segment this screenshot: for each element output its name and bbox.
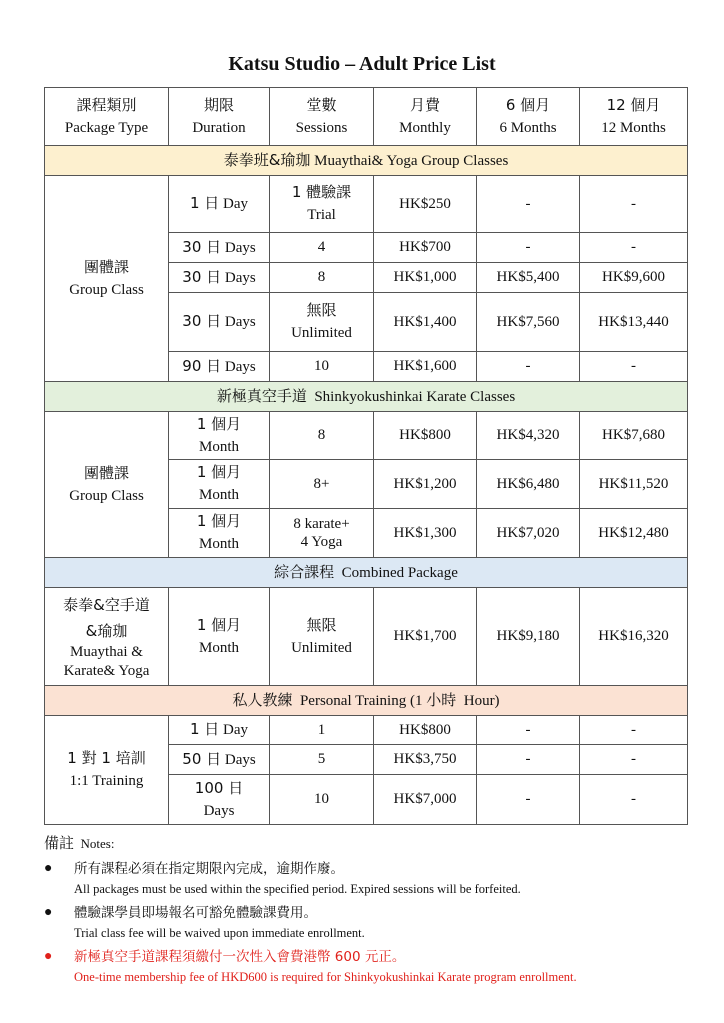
twelve-month-price: HK$7,680 (580, 412, 688, 460)
duration-cell: 50 日 Days (169, 745, 270, 775)
monthly-price: HK$1,200 (374, 460, 477, 509)
section-heading-karate (45, 382, 688, 412)
duration-cell: 100 日 Days (169, 775, 270, 825)
category-cell: 1 對 1 培訓 1:1 Training (45, 716, 169, 825)
notes-heading: 備註 Notes: (44, 834, 115, 852)
sessions-cell: 10 (270, 775, 374, 825)
section-title: 新極真空手道 Shinkyokushinkai Karate Classes (45, 382, 688, 412)
monthly-price: HK$3,750 (374, 745, 477, 775)
header-6-months: 6 個月 6 Months (477, 88, 580, 146)
section-heading-muaythai-yoga (45, 146, 688, 176)
section-title: 綜合課程 Combined Package (45, 558, 688, 588)
monthly-price: HK$1,000 (374, 263, 477, 293)
table-row (45, 412, 688, 460)
six-month-price: - (477, 233, 580, 263)
six-month-price: - (477, 775, 580, 825)
table-header-row (45, 88, 688, 146)
header-sessions: 堂數 Sessions (270, 88, 374, 146)
sessions-cell: 5 (270, 745, 374, 775)
duration-cell: 1 個月 Month (169, 588, 270, 686)
sessions-cell: 1 體驗課 Trial (270, 176, 374, 233)
note-zh: 新極真空手道課程須繳付一次性入會費港幣 600 元正。 (74, 949, 406, 965)
price-table (44, 87, 688, 825)
six-month-price: HK$6,480 (477, 460, 580, 509)
note-item-highlight (44, 947, 704, 987)
category-cell: 團體課 Group Class (45, 176, 169, 382)
monthly-price: HK$1,300 (374, 509, 477, 558)
note-zh: 所有課程必須在指定期限內完成，逾期作廢。 (74, 861, 344, 877)
twelve-month-price: - (580, 745, 688, 775)
twelve-month-price: - (580, 716, 688, 745)
monthly-price: HK$800 (374, 716, 477, 745)
bullet-icon: ● (44, 861, 53, 876)
section-heading-personal-training (45, 686, 688, 716)
six-month-price: HK$9,180 (477, 588, 580, 686)
table-row (45, 588, 688, 686)
note-item (44, 859, 704, 899)
table-row (45, 716, 688, 745)
note-en: All packages must be used within the specified period. Expired sessions will be forfeited. (74, 882, 521, 896)
sessions-cell: 10 (270, 352, 374, 382)
duration-cell: 30 日 Days (169, 293, 270, 352)
sessions-cell: 1 (270, 716, 374, 745)
sessions-cell: 8 (270, 263, 374, 293)
monthly-price: HK$1,700 (374, 588, 477, 686)
bullet-icon: ● (44, 905, 53, 920)
duration-cell: 90 日 Days (169, 352, 270, 382)
six-month-price: HK$4,320 (477, 412, 580, 460)
sessions-cell: 8 (270, 412, 374, 460)
sessions-cell: 8 karate+ 4 Yoga (270, 509, 374, 558)
section-title: 泰拳班&瑜珈 Muaythai& Yoga Group Classes (45, 146, 688, 176)
table-row (45, 176, 688, 233)
sessions-cell: 4 (270, 233, 374, 263)
duration-cell: 1 個月 Month (169, 460, 270, 509)
sessions-cell: 無限 Unlimited (270, 293, 374, 352)
duration-cell: 30 日 Days (169, 233, 270, 263)
monthly-price: HK$7,000 (374, 775, 477, 825)
monthly-price: HK$1,600 (374, 352, 477, 382)
six-month-price: - (477, 716, 580, 745)
six-month-price: HK$7,560 (477, 293, 580, 352)
twelve-month-price: - (580, 176, 688, 233)
duration-cell: 30 日 Days (169, 263, 270, 293)
six-month-price: - (477, 176, 580, 233)
twelve-month-price: HK$13,440 (580, 293, 688, 352)
duration-cell: 1 日 Day (169, 716, 270, 745)
note-en: One-time membership fee of HKD600 is required for Shinkyokushinkai Karate program enrollment. (74, 970, 577, 984)
monthly-price: HK$250 (374, 176, 477, 233)
note-item (44, 903, 704, 943)
six-month-price: HK$5,400 (477, 263, 580, 293)
duration-cell: 1 日 Day (169, 176, 270, 233)
twelve-month-price: - (580, 352, 688, 382)
sessions-cell: 8+ (270, 460, 374, 509)
header-12-months: 12 個月 12 Months (580, 88, 688, 146)
twelve-month-price: HK$12,480 (580, 509, 688, 558)
twelve-month-price: - (580, 233, 688, 263)
notes-section (44, 832, 704, 991)
category-cell: 團體課 Group Class (45, 412, 169, 558)
header-monthly: 月費 Monthly (374, 88, 477, 146)
six-month-price: - (477, 745, 580, 775)
note-zh: 體驗課學員即場報名可豁免體驗課費用。 (74, 905, 317, 921)
section-title: 私人教練 Personal Training (1 小時 Hour) (45, 686, 688, 716)
header-package-type: 課程類別 Package Type (45, 88, 169, 146)
duration-cell: 1 個月 Month (169, 509, 270, 558)
twelve-month-price: HK$16,320 (580, 588, 688, 686)
duration-cell: 1 個月 Month (169, 412, 270, 460)
page-title: Katsu Studio – Adult Price List (228, 53, 496, 75)
section-heading-combined (45, 558, 688, 588)
bullet-icon: ● (44, 949, 53, 964)
monthly-price: HK$800 (374, 412, 477, 460)
six-month-price: HK$7,020 (477, 509, 580, 558)
monthly-price: HK$700 (374, 233, 477, 263)
six-month-price: - (477, 352, 580, 382)
note-en: Trial class fee will be waived upon immediate enrollment. (74, 926, 365, 940)
sessions-cell: 無限 Unlimited (270, 588, 374, 686)
twelve-month-price: - (580, 775, 688, 825)
twelve-month-price: HK$9,600 (580, 263, 688, 293)
header-duration: 期限 Duration (169, 88, 270, 146)
twelve-month-price: HK$11,520 (580, 460, 688, 509)
category-cell: 泰拳&空手道 &瑜珈 Muaythai & Karate& Yoga (45, 588, 169, 686)
monthly-price: HK$1,400 (374, 293, 477, 352)
